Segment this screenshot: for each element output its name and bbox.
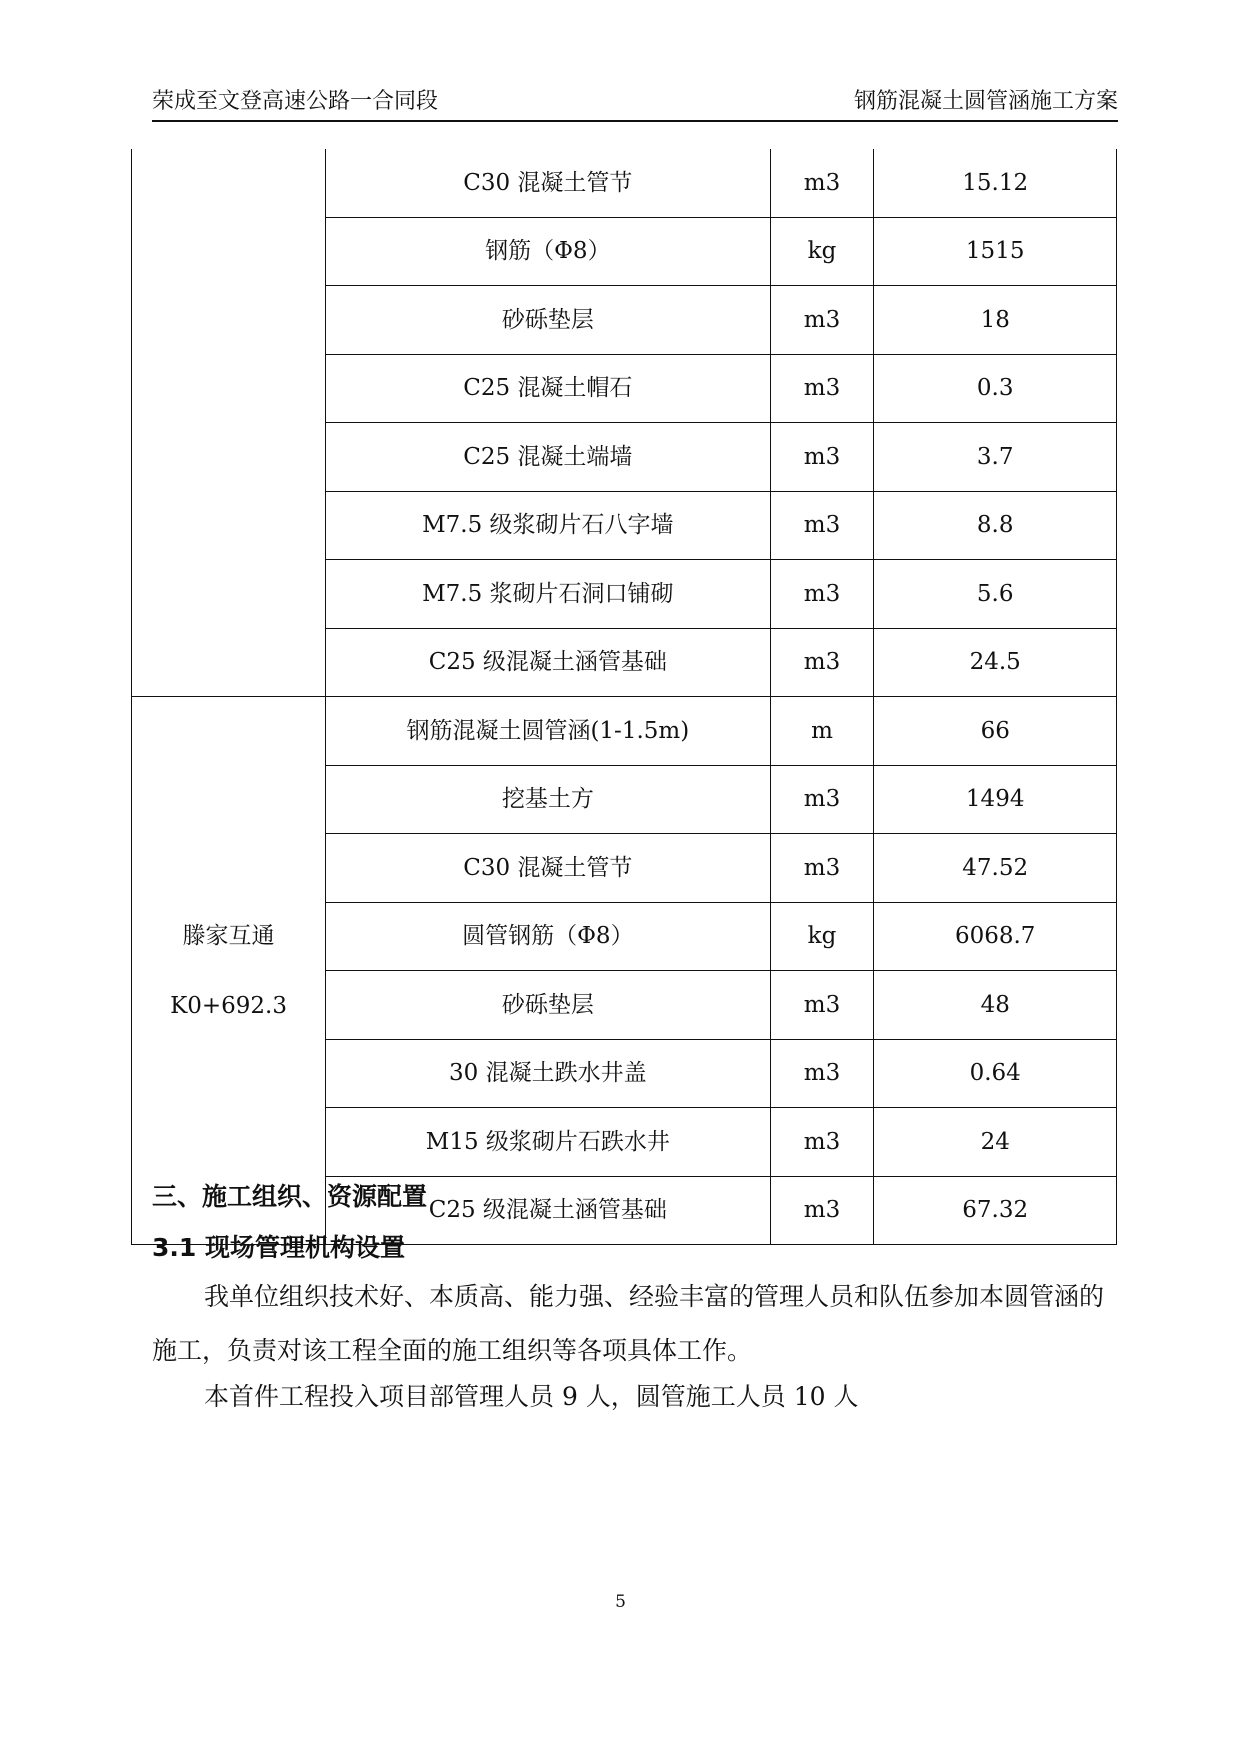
quantity-cell: 6068.7 [874,902,1117,971]
unit-cell: m3 [770,834,874,903]
item-cell: 钢筋混凝土圆管涵(1-1.5m) [326,697,771,766]
unit-cell: m3 [770,1108,874,1177]
item-cell: C25 级混凝土涵管基础 [326,1176,771,1245]
item-cell: 钢筋（Φ8） [326,217,771,286]
location-cell [132,697,326,1245]
item-cell: M7.5 浆砌片石洞口铺砌 [326,560,771,629]
quantity-table-body [132,149,1117,1245]
item-cell: 圆管钢筋（Φ8） [326,902,771,971]
quantity-cell: 24 [874,1108,1117,1177]
item-cell: C30 混凝土管节 [326,834,771,903]
quantity-cell: 18 [874,286,1117,355]
quantity-cell: 1515 [874,217,1117,286]
quantity-cell: 66 [874,697,1117,766]
section-heading: 三、施工组织、资源配置 [152,1182,428,1211]
item-cell: 挖基土方 [326,765,771,834]
quantity-cell: 5.6 [874,560,1117,629]
item-cell: C25 混凝土帽石 [326,354,771,423]
header-document-title: 钢筋混凝土圆管涵施工方案 [853,89,1118,114]
quantity-cell: 15.12 [874,149,1117,217]
paragraph-1: 我单位组织技术好、本质高、能力强、经验丰富的管理人员和队伍参加本圆管涵的施工，负责对该工程全面的施工组织等各项具体工作。 [152,1282,1105,1365]
unit-cell: m3 [770,149,874,217]
unit-cell: m3 [770,765,874,834]
item-cell: M15 级浆砌片石跌水井 [326,1108,771,1177]
item-cell: C25 混凝土端墙 [326,423,771,492]
location-cell [132,149,326,697]
unit-cell: m3 [770,1176,874,1245]
quantity-cell: 3.7 [874,423,1117,492]
header-project-name: 荣成至文登高速公路一合同段 [152,89,439,114]
unit-cell: m [770,697,874,766]
page-number: 5 [615,1592,626,1612]
unit-cell: kg [770,902,874,971]
page-header [152,86,1118,122]
item-cell: C25 级混凝土涵管基础 [326,628,771,697]
subsection-heading: 3.1 现场管理机构设置 [152,1233,405,1262]
table-row [132,149,1117,217]
location-line: 滕家互通 [182,922,275,949]
quantity-cell: 67.32 [874,1176,1117,1245]
quantity-cell: 0.64 [874,1039,1117,1108]
quantity-cell: 0.3 [874,354,1117,423]
location-line: K0+692.3 [170,992,287,1019]
quantity-cell: 47.52 [874,834,1117,903]
item-cell: 砂砾垫层 [326,286,771,355]
quantity-table [131,149,1117,1245]
item-cell: 30 混凝土跌水井盖 [326,1039,771,1108]
unit-cell: m3 [770,560,874,629]
item-cell: C30 混凝土管节 [326,149,771,217]
quantity-cell: 8.8 [874,491,1117,560]
quantity-cell: 24.5 [874,628,1117,697]
unit-cell: m3 [770,286,874,355]
unit-cell: m3 [770,491,874,560]
item-cell: M7.5 级浆砌片石八字墙 [326,491,771,560]
unit-cell: m3 [770,971,874,1040]
paragraph-2: 本首件工程投入项目部管理人员 9 人，圆管施工人员 10 人 [204,1382,859,1411]
quantity-cell: 48 [874,971,1117,1040]
unit-cell: m3 [770,628,874,697]
unit-cell: m3 [770,354,874,423]
unit-cell: m3 [770,1039,874,1108]
unit-cell: kg [770,217,874,286]
quantity-cell: 1494 [874,765,1117,834]
unit-cell: m3 [770,423,874,492]
item-cell: 砂砾垫层 [326,971,771,1040]
table-row [132,697,1117,766]
